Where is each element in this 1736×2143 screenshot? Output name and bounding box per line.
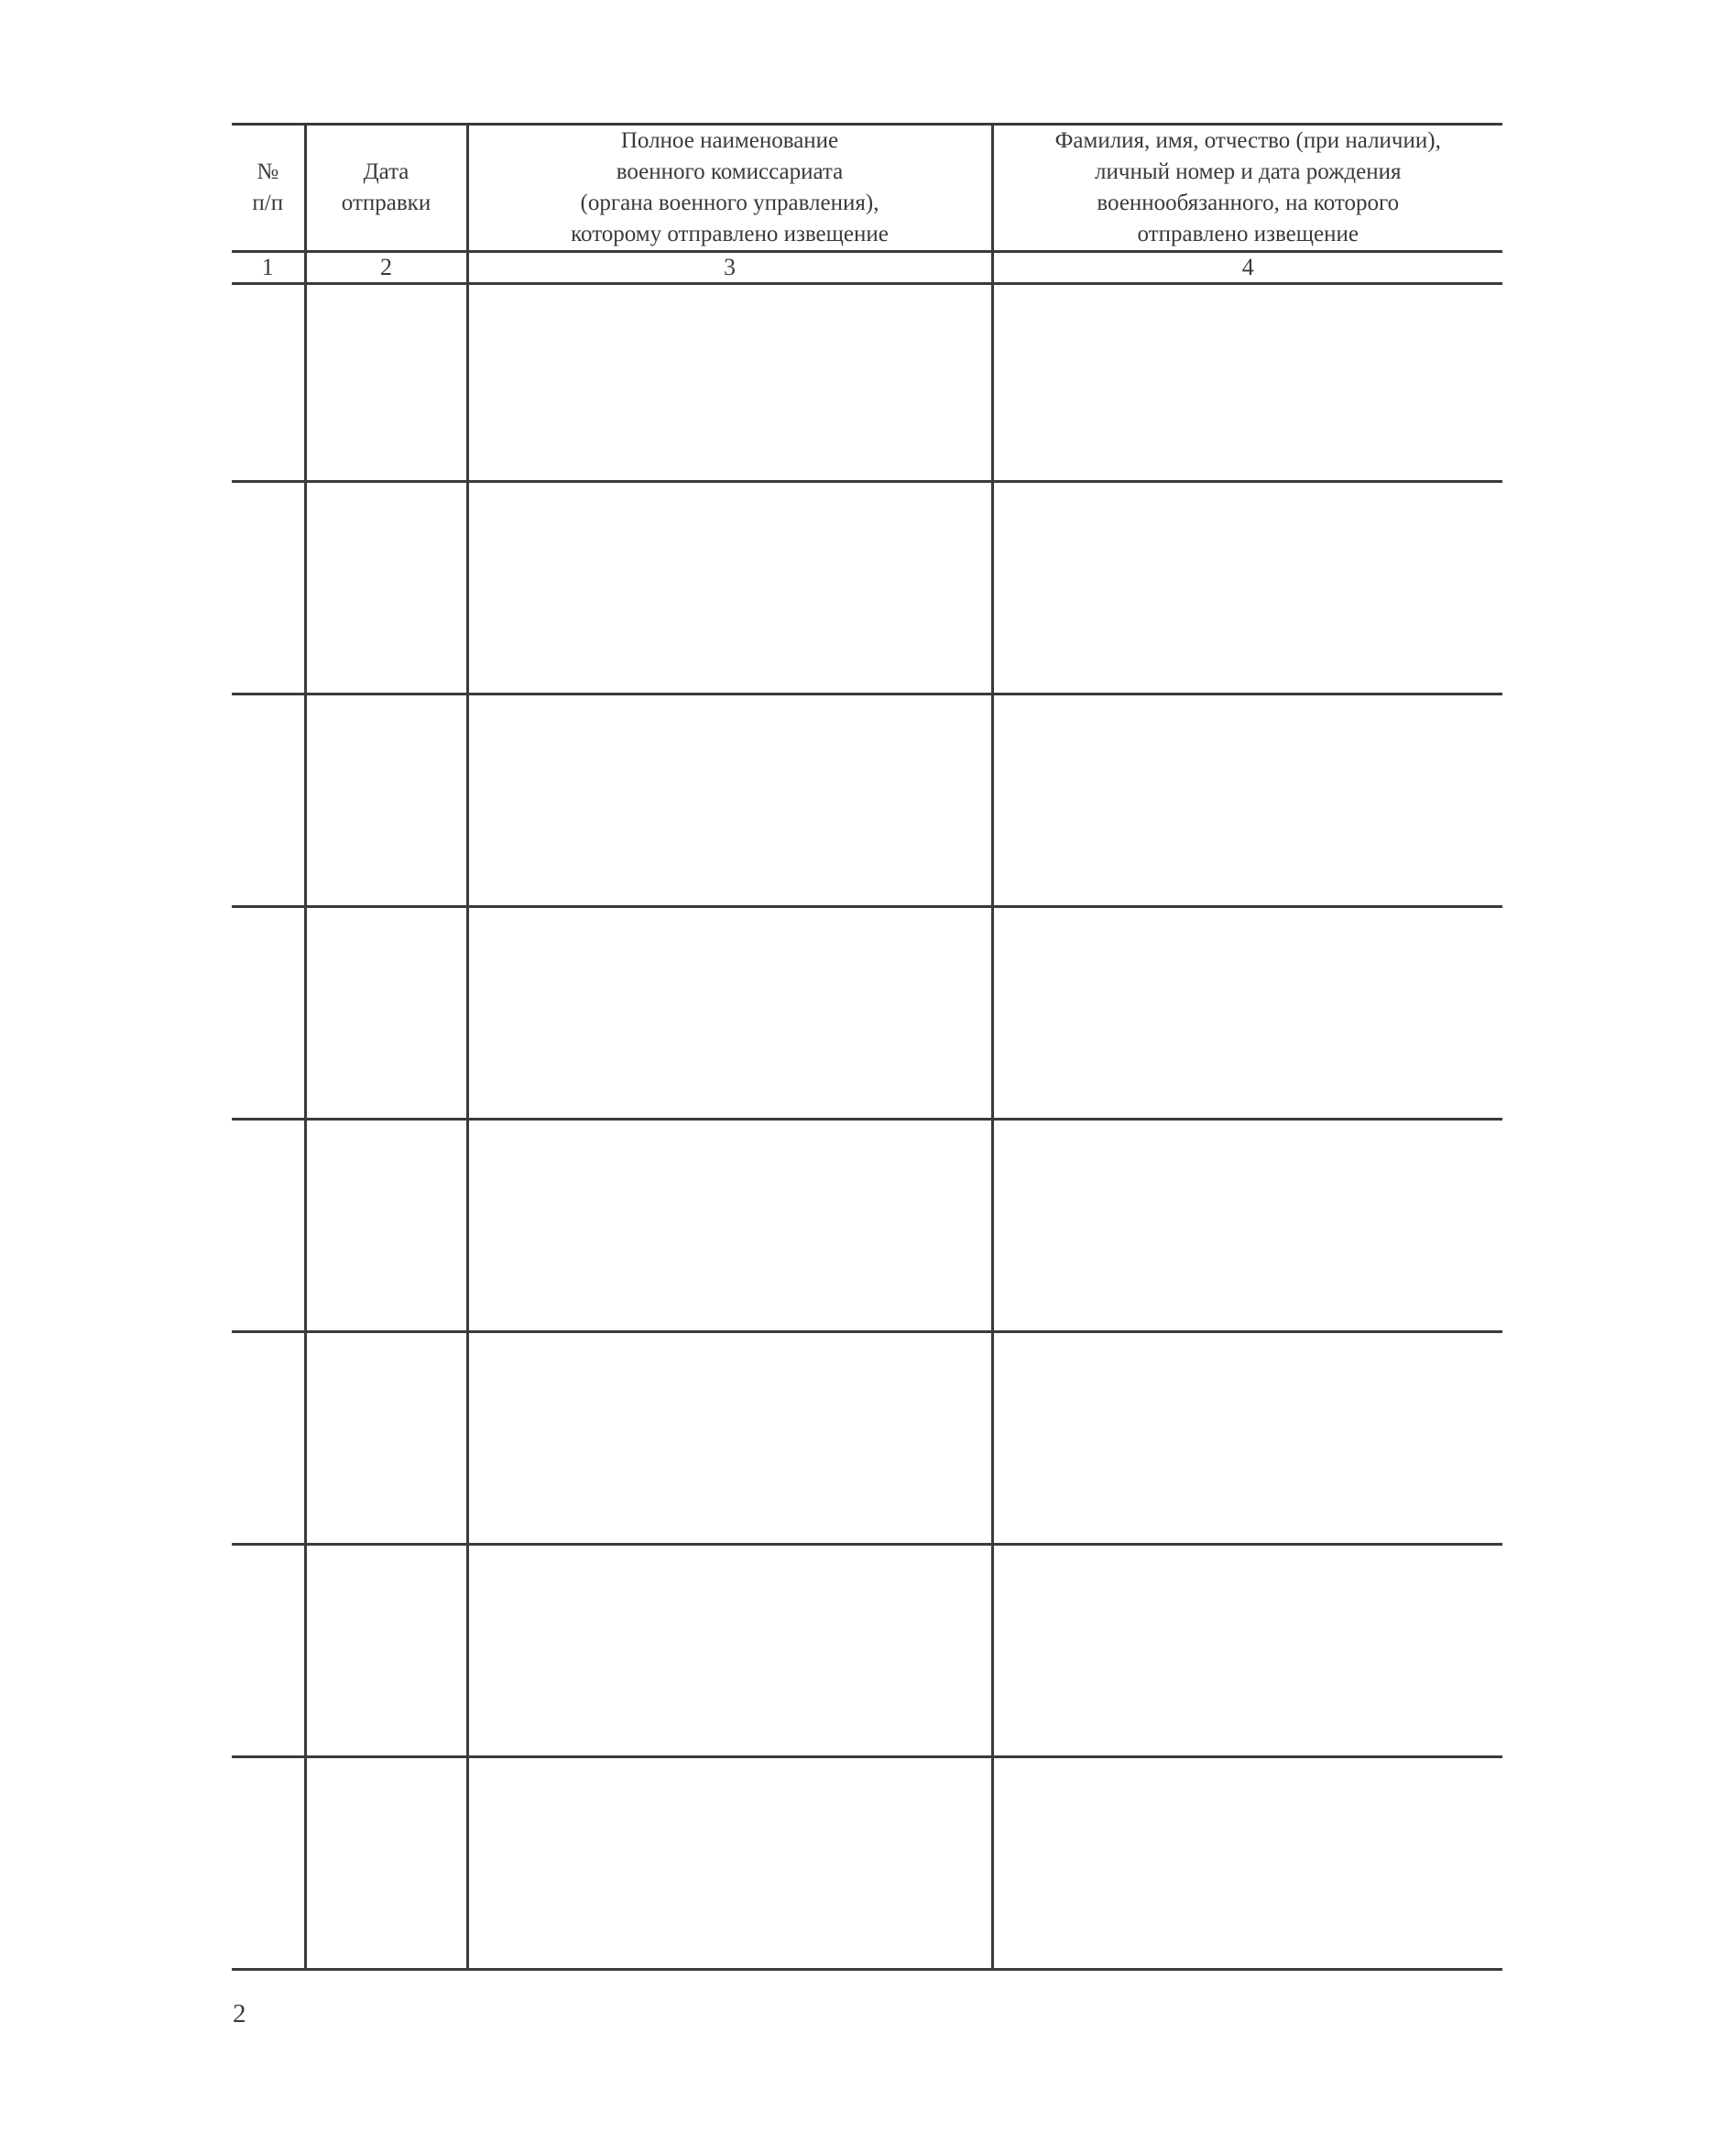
empty-cell-dispatch-date [305, 1332, 467, 1545]
column-header-row-number [232, 125, 305, 252]
column-index-row-number: 1 [232, 252, 305, 284]
empty-cell-person-details [992, 482, 1502, 694]
empty-cell-commissariat-name [467, 1757, 992, 1970]
empty-cell-dispatch-date [305, 1120, 467, 1332]
header-line: п/п [252, 191, 284, 215]
table-row [232, 1120, 1502, 1332]
table-row [232, 1757, 1502, 1970]
empty-cell-person-details [992, 1757, 1502, 1970]
header-line: № [257, 159, 279, 184]
dispatch-register-table [232, 123, 1502, 1971]
empty-cell-row-number [232, 1545, 305, 1757]
table-row [232, 694, 1502, 907]
header-line: военного комиссариата [616, 159, 844, 184]
empty-cell-person-details [992, 1332, 1502, 1545]
empty-cell-dispatch-date [305, 1545, 467, 1757]
empty-cell-commissariat-name [467, 1545, 992, 1757]
header-line: (органа военного управления), [580, 191, 879, 215]
empty-cell-dispatch-date [305, 1757, 467, 1970]
empty-cell-commissariat-name [467, 284, 992, 482]
table-row [232, 1545, 1502, 1757]
header-line: Фамилия, имя, отчество (при наличии), [1054, 128, 1441, 153]
empty-cell-dispatch-date [305, 907, 467, 1120]
empty-cell-dispatch-date [305, 482, 467, 694]
table-row [232, 482, 1502, 694]
empty-cell-person-details [992, 1120, 1502, 1332]
empty-cell-commissariat-name [467, 482, 992, 694]
empty-cell-row-number [232, 482, 305, 694]
header-row [232, 125, 1502, 252]
empty-cell-row-number [232, 1332, 305, 1545]
empty-cell-commissariat-name [467, 694, 992, 907]
empty-cell-row-number [232, 1757, 305, 1970]
empty-cell-dispatch-date [305, 284, 467, 482]
table-body [232, 284, 1502, 1970]
column-header-person-details [992, 125, 1502, 252]
empty-cell-person-details [992, 694, 1502, 907]
header-line: Полное наименование [620, 128, 839, 153]
header-line: которому отправлено извещение [571, 222, 889, 246]
empty-cell-commissariat-name [467, 1332, 992, 1545]
empty-cell-person-details [992, 1545, 1502, 1757]
table-row [232, 907, 1502, 1120]
column-index-row [232, 252, 1502, 284]
column-index-commissariat-name: 3 [467, 252, 992, 284]
empty-cell-person-details [992, 284, 1502, 482]
empty-cell-commissariat-name [467, 907, 992, 1120]
column-header-commissariat-name [467, 125, 992, 252]
table-row [232, 1332, 1502, 1545]
header-line: отправлено извещение [1137, 222, 1359, 246]
empty-cell-row-number [232, 1120, 305, 1332]
empty-cell-commissariat-name [467, 1120, 992, 1332]
column-header-dispatch-date [305, 125, 467, 252]
table-header [232, 125, 1502, 284]
column-index-dispatch-date: 2 [305, 252, 467, 284]
empty-cell-person-details [992, 907, 1502, 1120]
empty-cell-row-number [232, 284, 305, 482]
column-index-person-details: 4 [992, 252, 1502, 284]
header-line: военнообязанного, на которого [1097, 191, 1400, 215]
table-row [232, 284, 1502, 482]
empty-cell-row-number [232, 907, 305, 1120]
header-line: личный номер и дата рождения [1095, 159, 1402, 184]
empty-cell-dispatch-date [305, 694, 467, 907]
page-number: 2 [233, 1999, 246, 2028]
empty-cell-row-number [232, 694, 305, 907]
header-line: отправки [341, 191, 431, 215]
header-line: Дата [363, 159, 409, 184]
